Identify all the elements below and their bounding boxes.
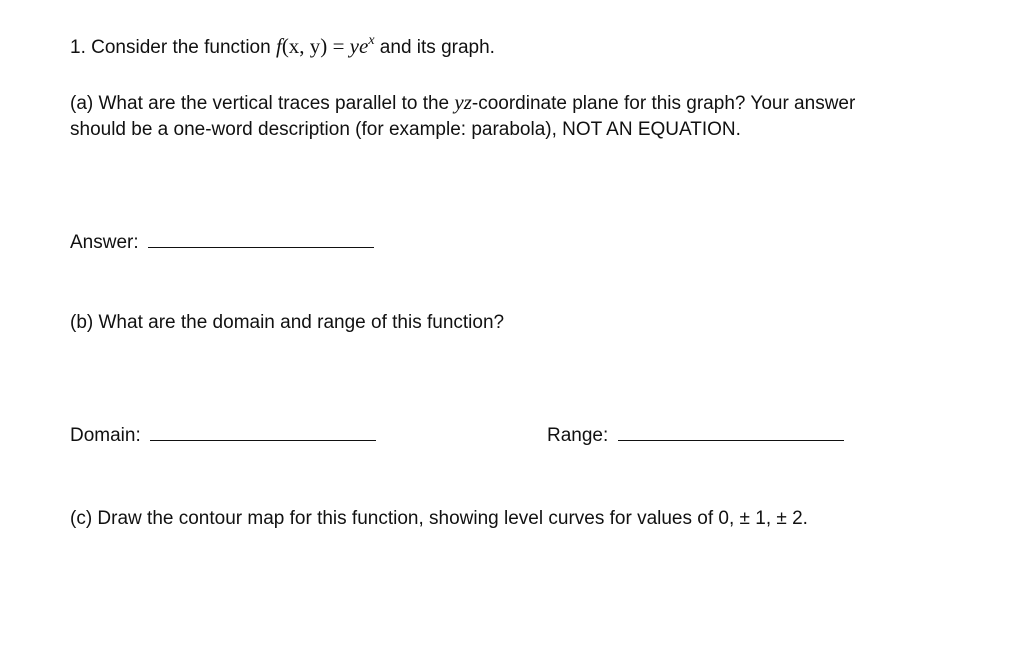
plane-name: yz [454, 90, 472, 114]
plus-minus-1: ± 1 [739, 508, 766, 529]
plus-minus-2: ± 2 [776, 508, 803, 529]
function-expression [276, 34, 375, 58]
answer-row [70, 229, 374, 255]
answer-blank[interactable] [148, 229, 374, 248]
domain-blank[interactable] [150, 422, 376, 441]
part-a-suffix: -coordinate plane for this graph? Your answer [471, 93, 856, 114]
function-exponent: x [368, 33, 375, 48]
part-a-question-line1 [70, 90, 855, 116]
range-row [547, 422, 844, 448]
question-1-intro [70, 34, 495, 60]
part-b-question: (b) What are the domain and range of this function? [70, 312, 505, 333]
part-a-prefix: (a) What are the vertical traces parallel to the [70, 93, 455, 114]
range-label: Range: [547, 425, 609, 446]
q1-suffix: and its graph. [374, 37, 495, 58]
part-c-sep: , [765, 508, 777, 529]
function-args: (x, y) [281, 34, 328, 58]
function-name: f [275, 34, 282, 58]
part-a-question-line2: should be a one-word description (for example: parabola), NOT AN EQUATION. [70, 119, 741, 140]
part-c-prefix: (c) Draw the contour map for this function, showing level curves for values of 0, [70, 508, 740, 529]
equals-sign: = [332, 34, 345, 58]
answer-label: Answer: [70, 232, 139, 253]
part-c-question [70, 507, 808, 531]
q1-prefix: 1. Consider the function [70, 37, 276, 58]
domain-row [70, 422, 376, 448]
domain-label: Domain: [70, 425, 141, 446]
range-blank[interactable] [618, 422, 844, 441]
part-c-end: . [802, 508, 808, 529]
function-rhs: ye [349, 34, 369, 58]
